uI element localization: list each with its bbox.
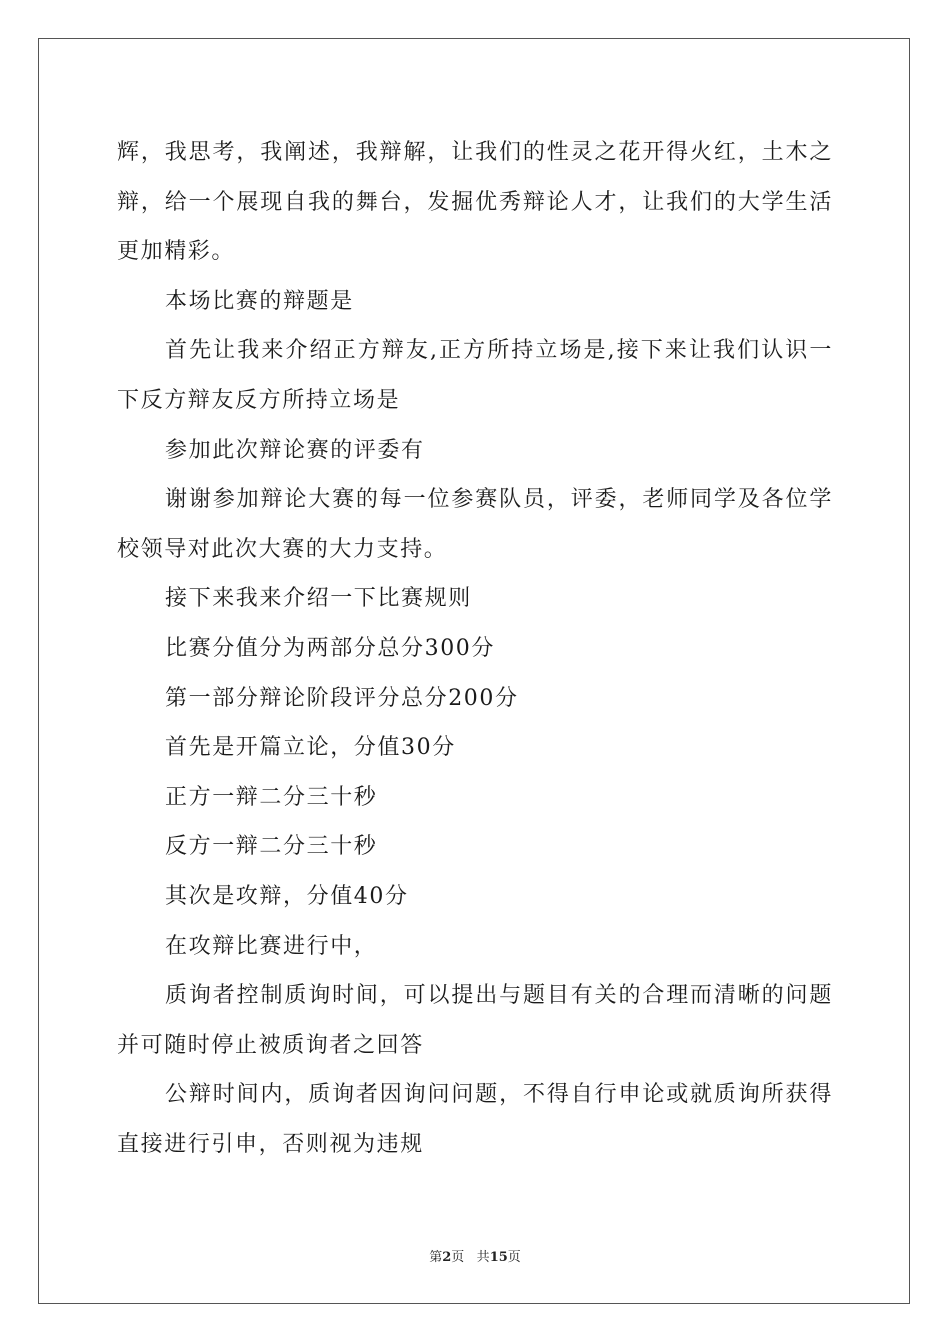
paragraph-9: 首先是开篇立论，分值30分 <box>165 735 456 761</box>
paragraph-5: 谢谢参加辩论大赛的每一位参赛队员，评委，老师同学及各位学校领导对此次大赛的大力支持。 <box>117 487 833 562</box>
total-pages: 15 <box>489 1250 508 1265</box>
page-footer <box>0 1246 950 1265</box>
paragraph-6: 接下来我来介绍一下比赛规则 <box>165 586 472 612</box>
total-prefix: 共 <box>476 1250 490 1265</box>
paragraph-3: 首先让我来介绍正方辩友,正方所持立场是,接下来让我们认识一下反方辩友反方所持立场是 <box>117 338 833 413</box>
paragraph-8: 第一部分辩论阶段评分总分200分 <box>165 685 519 711</box>
page-number: 2 <box>442 1250 452 1265</box>
paragraph-14: 质询者控制质询时间，可以提出与题目有关的合理而清晰的问题并可随时停止被质询者之回答 <box>117 983 833 1058</box>
paragraph-4: 参加此次辩论赛的评委有 <box>165 437 425 463</box>
paragraph-11: 反方一辩二分三十秒 <box>165 834 378 860</box>
document-body <box>117 128 833 1169</box>
paragraph-13: 在攻辩比赛进行中， <box>165 933 378 959</box>
total-suffix: 页 <box>507 1250 521 1265</box>
paragraph-15: 公辩时间内，质询者因询问问题，不得自行申论或就质询所获得直接进行引申，否则视为违规 <box>117 1082 833 1157</box>
page-prefix: 第 <box>429 1250 443 1265</box>
page-suffix: 页 <box>451 1250 465 1265</box>
paragraph-2: 本场比赛的辩题是 <box>165 288 354 314</box>
paragraph-12: 其次是攻辩，分值40分 <box>165 883 409 909</box>
paragraph-10: 正方一辩二分三十秒 <box>165 784 378 810</box>
paragraph-1: 辉，我思考，我阐述，我辩解，让我们的性灵之花开得火红，土木之辩，给一个展现自我的舞台，发掘优秀辩论人才，让我们的大学生活更加精彩。 <box>117 140 833 265</box>
paragraph-7: 比赛分值分为两部分总分300分 <box>165 635 495 661</box>
